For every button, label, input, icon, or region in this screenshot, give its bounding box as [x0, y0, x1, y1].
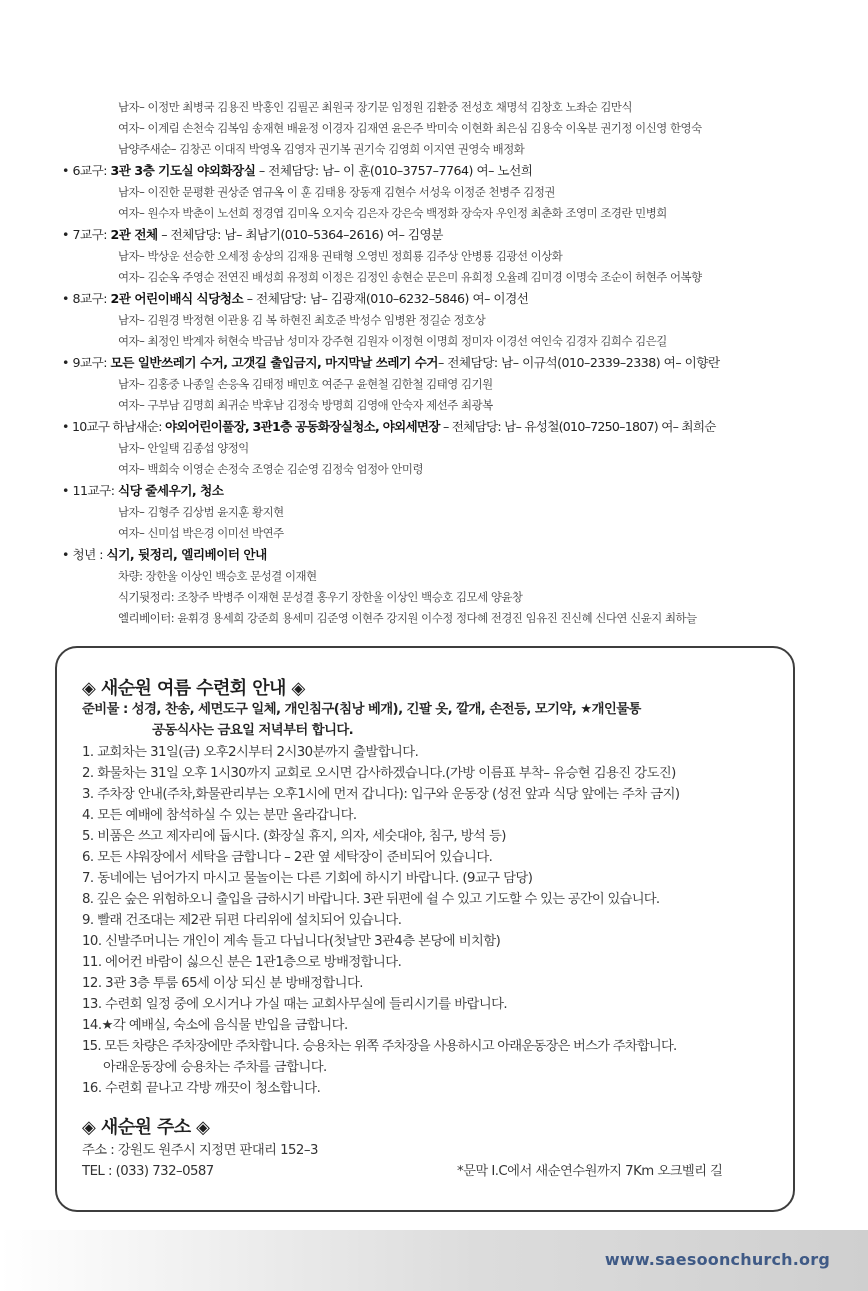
notice-item: 11. 에어컨 바람이 싫으신 분은 1관1층으로 방배정합니다. — [82, 955, 402, 970]
women-row: 여자– 구부남 김명희 최귀순 박후남 김정숙 방명희 김영애 안숙자 제선주 최광복 — [118, 398, 493, 412]
women-row: 여자– 원수자 박춘이 노선희 정경엽 김미옥 오지숙 김은자 강은숙 백정화 장숙자 우인정 최춘화 조영미 조경란 민병희 — [118, 206, 667, 220]
retreat-info-box — [55, 646, 795, 1212]
directions-note: *문막 I.C에서 새순연수원까지 7Km 오크벨리 길 — [457, 1164, 723, 1179]
supplies-meal-line: 공동식사는 금요일 저녁부터 합니다. — [152, 723, 354, 738]
women-row: 여자– 백희숙 이영순 손정숙 조영순 김순영 김정숙 엄정아 안미령 — [118, 462, 424, 476]
men-row: 남자– 김홍중 나종일 손응옥 김태정 배민호 여준구 윤현철 김한철 김태영 김기원 — [118, 377, 493, 391]
address-line: 주소 : 강원도 원주시 지정면 판대리 152–3 — [82, 1143, 318, 1158]
women-row: 여자– 이계림 손천숙 김복임 송재현 배윤정 이경자 김재연 윤은주 박미숙 이현화 최은심 김용숙 이옥분 권기정 이신영 한영숙 — [118, 121, 702, 135]
youth-heading: • 청년 : 식기, 뒷정리, 엘리베이터 안내 — [62, 547, 267, 562]
notice-item-continued: 아래운동장에 승용차는 주차를 금합니다. — [103, 1060, 327, 1075]
district-6-heading: • 6교구: 3관 3층 기도실 야외화장실 – 전체담당: 남– 이 훈(010–3757–7764) 여– 노선희 — [62, 163, 533, 178]
notice-item: 12. 3관 3층 투룸 65세 이상 되신 분 방배정합니다. — [82, 976, 363, 991]
men-row: 남자– 이진한 문평환 권상준 염규옥 이 훈 김태용 장동재 김현수 서성욱 이정준 천병주 김정권 — [118, 185, 555, 199]
vehicle-row: 차량: 장한울 이상인 백승호 문성결 이재현 — [118, 569, 317, 583]
notice-item: 4. 모든 예배에 참석하실 수 있는 분만 올라갑니다. — [82, 808, 357, 823]
district-8-heading: • 8교구: 2관 어린이배식 식당청소 – 전체담당: 남– 김광재(010–6232–5846) 여– 이경선 — [62, 291, 529, 306]
phone-line: TEL : (033) 732–0587 — [82, 1164, 214, 1179]
elevator-row: 엘리베이터: 윤휘경 용세희 강준희 용세미 김준영 이현주 강지원 이수정 정다혜 전경진 임유진 진신혜 신다연 신윤지 최하늘 — [118, 611, 697, 625]
men-row: 남자– 이정만 최병국 김용진 박홍인 김필곤 최원국 장기문 임정원 김환중 전성호 채명석 김창호 노좌순 김만식 — [118, 100, 632, 114]
men-row: 남자– 김원경 박정현 이관용 김 복 하현진 최호준 박성수 임병완 정길순 정호상 — [118, 313, 486, 327]
address-title: ◈ 새순원 주소 ◈ — [82, 1117, 210, 1138]
district-9-heading: • 9교구: 모든 일반쓰레기 수거, 고갯길 출입금지, 마지막날 쓰레기 수거– 전체담당: 남– 이규석(010–2339–2338) 여– 이향란 — [62, 355, 720, 370]
notice-item: 1. 교회차는 31일(금) 오후2시부터 2시30분까지 출발합니다. — [82, 745, 419, 760]
notice-item: 10. 신발주머니는 개인이 계속 들고 다닙니다(첫날만 3관4층 본당에 비치함) — [82, 934, 501, 949]
supplies-line: 준비물 : 성경, 찬송, 세면도구 일체, 개인침구(침낭 베개), 긴팔 옷, 깔개, 손전등, 모기약, ★개인물통 — [82, 702, 641, 717]
notice-item: 14.★각 예배실, 숙소에 음식물 반입을 금합니다. — [82, 1018, 348, 1033]
notice-item: 3. 주차장 안내(주차,화물관리부는 오후1시에 먼저 갑니다): 입구와 운동장 (성전 앞과 식당 앞에는 주차 금지) — [82, 787, 680, 802]
retreat-title: ◈ 새순원 여름 수련회 안내 ◈ — [82, 678, 305, 699]
notice-item: 6. 모든 샤워장에서 세탁을 금합니다 – 2관 옆 세탁장이 준비되어 있습니다. — [82, 850, 493, 865]
women-row: 여자– 김순옥 주영순 전연진 배성희 유정희 이정은 김정인 송현순 문은미 유희정 오율례 김미경 이명숙 조순이 허현주 어복향 — [118, 270, 702, 284]
women-row: 여자– 신미섭 박은경 이미선 박연주 — [118, 526, 284, 540]
dishes-cleanup-row: 식기뒷정리: 조창주 박병주 이재현 문성결 홍우기 장한울 이상인 백승호 김모세 양윤창 — [118, 590, 523, 604]
district-11-heading: • 11교구: 식당 줄세우기, 청소 — [62, 483, 224, 498]
notice-item: 7. 동네에는 넘어가지 마시고 물놀이는 다른 기회에 하시기 바랍니다. (9교구 담당) — [82, 871, 533, 886]
women-row: 여자– 최정인 박계자 허현숙 박금남 성미자 강주현 김원자 이정현 이명희 정미자 이경선 여인숙 김경자 김희수 김은길 — [118, 334, 667, 348]
notice-item: 13. 수련회 일정 중에 오시거나 가실 때는 교회사무실에 들리시기를 바랍니다. — [82, 997, 508, 1012]
men-row: 남자– 안일택 김종섭 양정익 — [118, 441, 249, 455]
district-10-heading: • 10교구 하남새순: 야외어린이풀장, 3관1층 공동화장실청소, 야외세면장 – 전체담당: 남– 유성철(010–7250–1807) 여– 최희순 — [62, 419, 716, 434]
notice-item: 16. 수련회 끝나고 각방 깨끗이 청소합니다. — [82, 1081, 321, 1096]
notice-item: 8. 깊은 숲은 위험하오니 출입을 금하시기 바랍니다. 3관 뒤편에 쉴 수 있고 기도할 수 있는 공간이 있습니다. — [82, 892, 660, 907]
website-link[interactable]: www.saesoonchurch.org — [604, 1250, 830, 1269]
notice-item: 2. 화물차는 31일 오후 1시30까지 교회로 오시면 감사하겠습니다.(가방 이름표 부착– 유승현 김용진 강도진) — [82, 766, 676, 781]
notice-item: 5. 비품은 쓰고 제자리에 둡시다. (화장실 휴지, 의자, 세숫대야, 침구, 방석 등) — [82, 829, 506, 844]
notice-item: 9. 빨래 건조대는 제2관 뒤편 다리위에 설치되어 있습니다. — [82, 913, 402, 928]
men-row: 남자– 박상운 선승한 오세정 송상의 김재용 권태형 오영빈 정희룡 김주상 안병룡 김광선 이상화 — [118, 249, 563, 263]
men-row: 남자– 김형주 김상범 윤지훈 황지현 — [118, 505, 284, 519]
namyangju-row: 남양주새순– 김창곤 이대직 박영옥 김영자 권기복 권기숙 김영희 이지연 권영숙 배정화 — [118, 142, 525, 156]
notice-item: 15. 모든 차량은 주차장에만 주차합니다. 승용차는 위쪽 주차장을 사용하시고 아래운동장은 버스가 주차합니다. — [82, 1039, 677, 1054]
district-7-heading: • 7교구: 2관 전체 – 전체담당: 남– 최남기(010–5364–2616) 여– 김영분 — [62, 227, 443, 242]
footer-band — [0, 1230, 868, 1291]
